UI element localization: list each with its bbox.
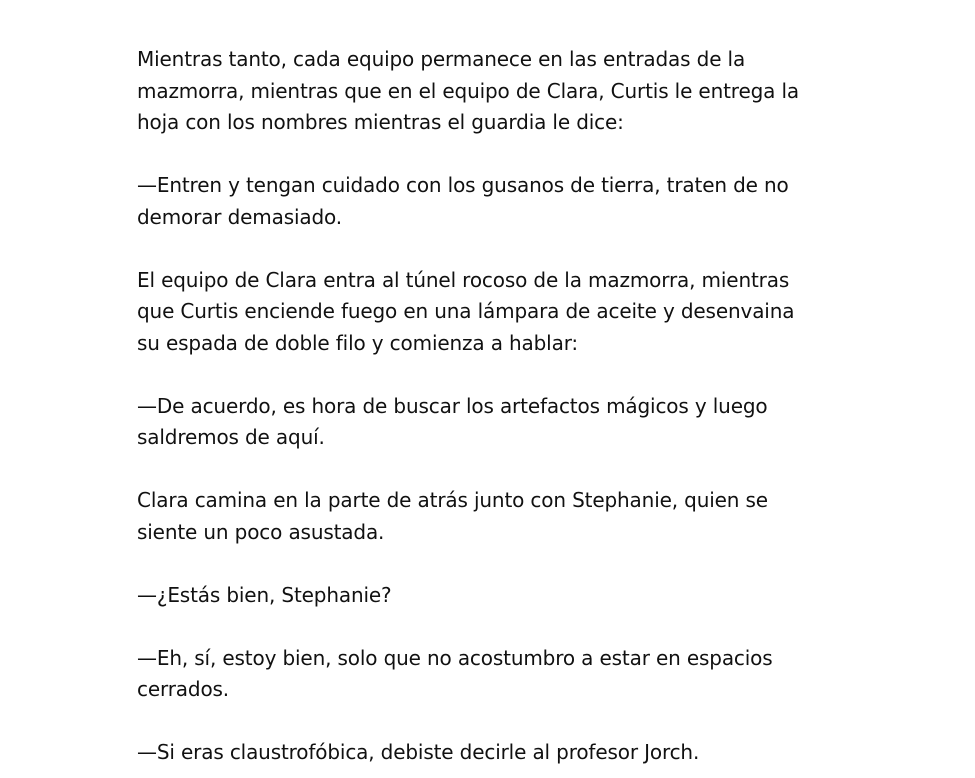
paragraph-gap <box>137 359 857 391</box>
text-line: Clara camina en la parte de atrás junto con Stephanie, quien se <box>137 488 768 512</box>
paragraph-gap <box>137 548 857 580</box>
text-line: cerrados. <box>137 677 230 701</box>
paragraph-7 <box>137 643 857 706</box>
paragraph-5 <box>137 485 857 548</box>
paragraph-4 <box>137 391 857 454</box>
text-line: —Si eras claustrofóbica, debiste decirle al profesor Jorch. <box>137 740 700 764</box>
text-line: —Entren y tengan cuidado con los gusanos de tierra, traten de no <box>137 173 789 197</box>
paragraph-gap <box>137 233 857 265</box>
text-line: hoja con los nombres mientras el guardia le dice: <box>137 110 624 134</box>
paragraph-3 <box>137 265 857 360</box>
text-line: Mientras tanto, cada equipo permanece en las entradas de la <box>137 47 746 71</box>
text-line: siente un poco asustada. <box>137 519 385 544</box>
paragraph-1 <box>137 44 857 139</box>
text-line: —De acuerdo, es hora de buscar los artefactos mágicos y luego <box>137 393 768 418</box>
paragraph-2 <box>137 170 857 233</box>
text-line: demorar demasiado. <box>137 204 342 229</box>
paragraph-6 <box>137 580 857 612</box>
paragraph-gap <box>137 454 857 486</box>
text-line: su espada de doble filo y comienza a hablar: <box>137 330 579 355</box>
document-page <box>137 44 857 769</box>
text-line: El equipo de Clara entra al túnel rocoso de la mazmorra, mientras <box>137 267 790 292</box>
text-line: —Eh, sí, estoy bien, solo que no acostumbro a estar en espacios <box>137 645 773 670</box>
text-line: que Curtis enciende fuego en una lámpara de aceite y desenvaina <box>137 299 795 323</box>
text-line: —¿Estás bien, Stephanie? <box>137 582 392 607</box>
paragraph-gap <box>137 706 857 738</box>
paragraph-8 <box>137 737 857 769</box>
text-line: saldremos de aquí. <box>137 425 325 449</box>
paragraph-gap <box>137 139 857 171</box>
text-line: mazmorra, mientras que en el equipo de Clara, Curtis le entrega la <box>137 78 799 103</box>
paragraph-gap <box>137 611 857 643</box>
